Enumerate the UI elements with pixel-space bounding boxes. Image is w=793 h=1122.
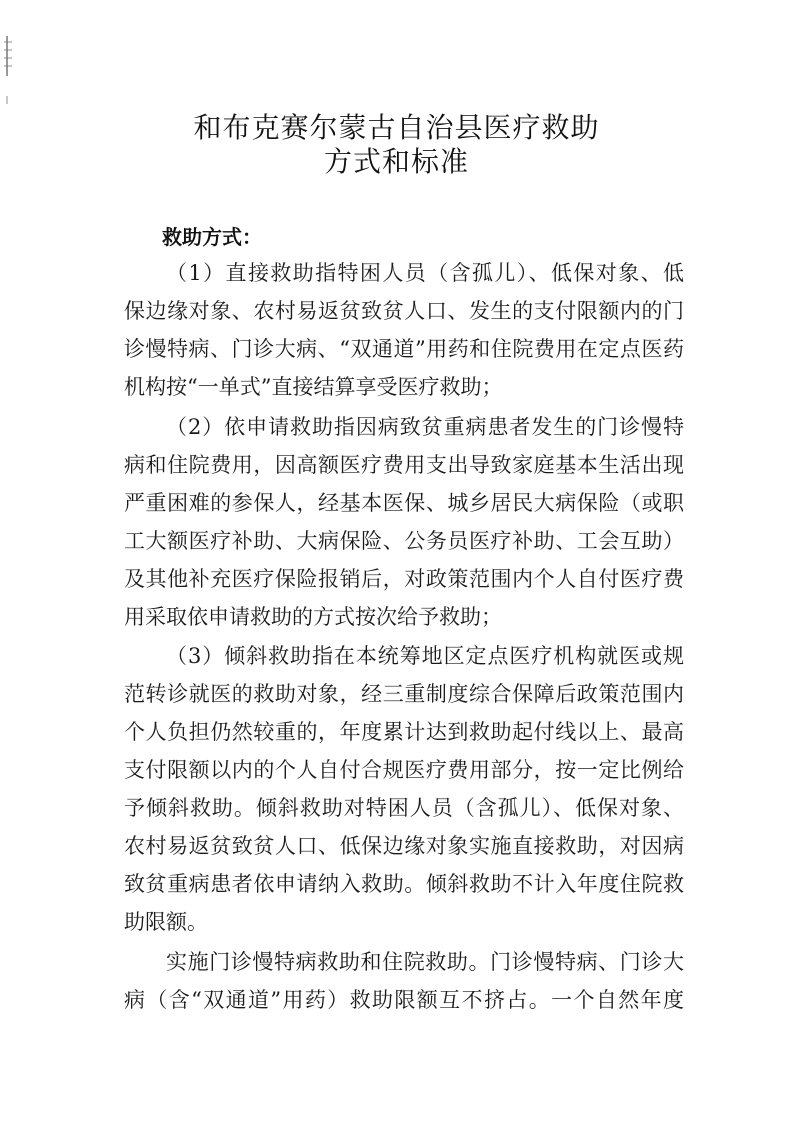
- paragraph-2-line: 及其他补充医疗保险报销后，对政策范围内个人自付医疗费: [124, 567, 684, 591]
- paragraph-3-line: 助限额。: [124, 910, 208, 934]
- document-title-line-1: 和布克赛尔蒙古自治县医疗救助: [193, 111, 600, 144]
- section-heading: 救助方式：: [162, 225, 262, 249]
- paragraph-4-line: 实施门诊慢特病救助和住院救助。门诊慢特病、门诊大: [166, 950, 684, 974]
- paragraph-2-line: 用采取依申请救助的方式按次给予救助；: [124, 605, 502, 629]
- paragraph-3-line: 予倾斜救助。倾斜救助对特困人员（含孤儿）、低保对象、: [124, 796, 684, 820]
- paragraph-3-line: （3）倾斜救助指在本统筹地区定点医疗机构就医或规: [166, 644, 684, 668]
- paragraph-3-line: 支付限额以内的个人自付合规医疗费用部分，按一定比例给: [124, 758, 684, 782]
- paragraph-4-line: 病（含“双通道”用药）救助限额互不挤占。一个自然年度: [124, 988, 684, 1012]
- margin-binding-marks: [4, 36, 12, 106]
- paragraph-2-line: 严重困难的参保人，经基本医保、城乡居民大病保险（或职: [124, 491, 684, 515]
- paragraph-1-line: 诊慢特病、门诊大病、“双通道”用药和住院费用在定点医药: [124, 337, 684, 361]
- paragraph-1-line: 保边缘对象、农村易返贫致贫人口、发生的支付限额内的门: [124, 299, 684, 323]
- document-title-line-2: 方式和标准: [323, 145, 469, 178]
- paragraph-3-line: 致贫重病患者依申请纳入救助。倾斜救助不计入年度住院救: [124, 872, 684, 896]
- paragraph-2-line: 工大额医疗补助、大病保险、公务员医疗补助、工会互助）: [124, 529, 684, 553]
- paragraph-1-line: 机构按“一单式”直接结算享受医疗救助；: [124, 375, 503, 399]
- paragraph-3-line: 农村易返贫致贫人口、低保边缘对象实施直接救助，对因病: [124, 834, 684, 858]
- paragraph-1-line: （1）直接救助指特困人员（含孤儿）、低保对象、低: [166, 261, 684, 285]
- paragraph-3-line: 个人负担仍然较重的，年度累计达到救助起付线以上、最高: [124, 720, 684, 744]
- paragraph-2-line: 病和住院费用，因高额医疗费用支出导致家庭基本生活出现: [124, 453, 684, 477]
- paragraph-3-line: 范转诊就医的救助对象，经三重制度综合保障后政策范围内: [124, 682, 684, 706]
- paragraph-2-line: （2）依申请救助指因病致贫重病患者发生的门诊慢特: [166, 415, 684, 439]
